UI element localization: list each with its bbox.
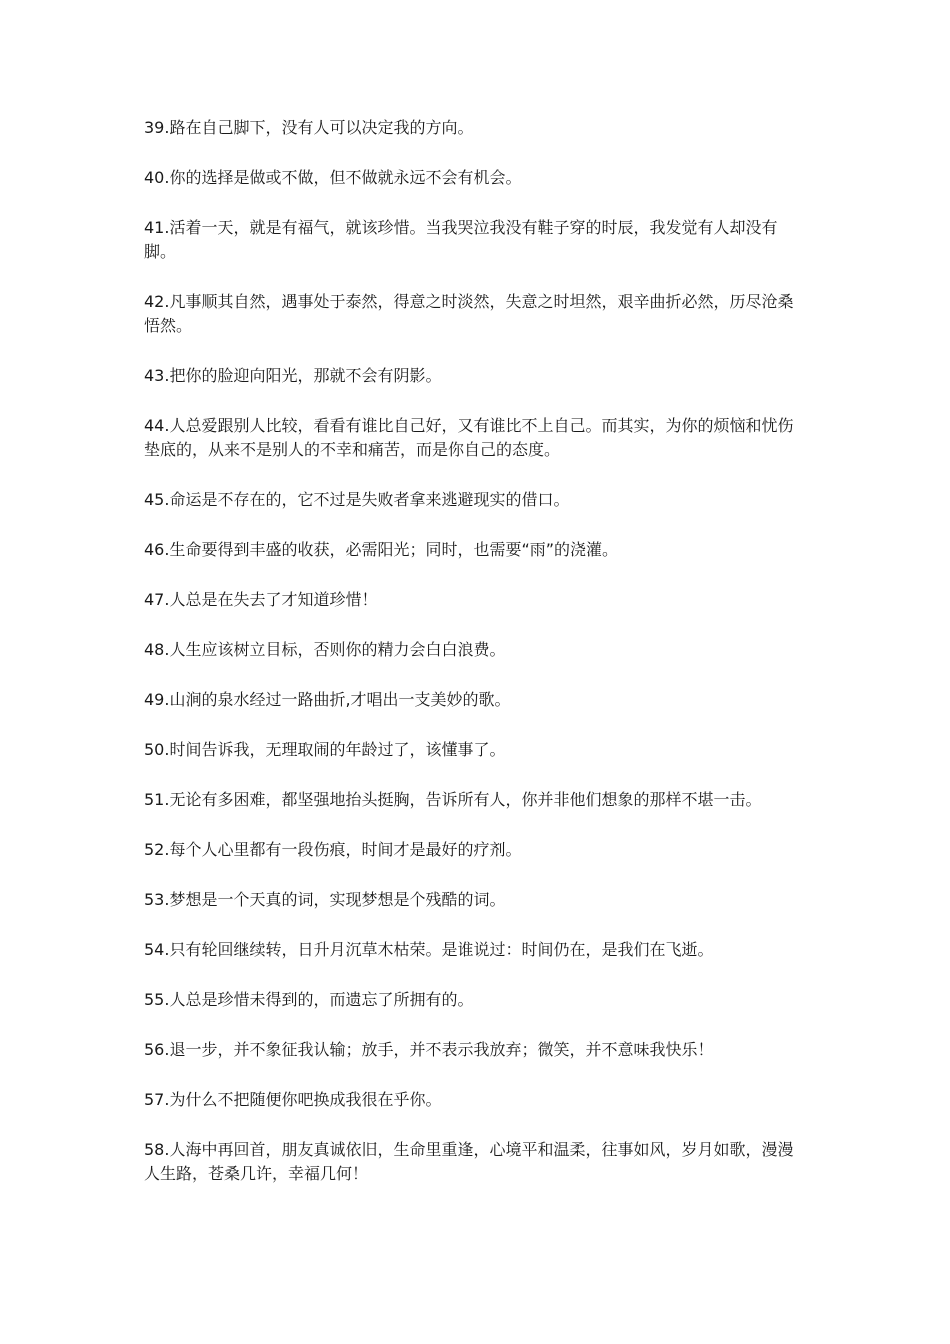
- quote-paragraph: 56.退一步，并不象征我认输；放手，并不表示我放弃；微笑，并不意味我快乐！: [144, 1040, 714, 1059]
- quote-paragraph: 53.梦想是一个天真的词，实现梦想是个残酷的词。: [144, 890, 506, 909]
- quote-paragraph: 42.凡事顺其自然，遇事处于泰然，得意之时淡然，失意之时坦然，艰辛曲折必然，历尽沧桑悟然。: [144, 292, 794, 335]
- quote-paragraph: 44.人总爱跟别人比较，看看有谁比自己好，又有谁比不上自己。而其实，为你的烦恼和忧伤垫底的，从来不是别人的不幸和痛苦，而是你自己的态度。: [144, 416, 794, 459]
- quote-paragraph: 40.你的选择是做或不做，但不做就永远不会有机会。: [144, 168, 522, 187]
- quote-list: [144, 116, 809, 1212]
- quote-paragraph: 49.山涧的泉水经过一路曲折,才唱出一支美妙的歌。: [144, 690, 511, 709]
- quote-paragraph: 45.命运是不存在的，它不过是失败者拿来逃避现实的借口。: [144, 490, 570, 509]
- quote-paragraph: 43.把你的脸迎向阳光，那就不会有阴影。: [144, 366, 442, 385]
- quote-paragraph: 55.人总是珍惜未得到的，而遗忘了所拥有的。: [144, 990, 474, 1009]
- quote-paragraph: 58.人海中再回首，朋友真诚依旧，生命里重逢，心境平和温柔，往事如风，岁月如歌，漫漫人生路，苍桑几许，幸福几何！: [144, 1140, 794, 1183]
- quote-paragraph: 41.活着一天，就是有福气，就该珍惜。当我哭泣我没有鞋子穿的时辰，我发觉有人却没有脚。: [144, 218, 778, 261]
- quote-paragraph: 39.路在自己脚下，没有人可以决定我的方向。: [144, 118, 474, 137]
- quote-paragraph: 48.人生应该树立目标，否则你的精力会白白浪费。: [144, 640, 506, 659]
- quote-paragraph: 47.人总是在失去了才知道珍惜！: [144, 590, 378, 609]
- quote-paragraph: 51.无论有多困难，都坚强地抬头挺胸，告诉所有人，你并非他们想象的那样不堪一击。: [144, 790, 762, 809]
- quote-paragraph: 57.为什么不把随便你吧换成我很在乎你。: [144, 1090, 442, 1109]
- quote-paragraph: 50.时间告诉我，无理取闹的年龄过了，该懂事了。: [144, 740, 506, 759]
- quote-paragraph: 54.只有轮回继续转，日升月沉草木枯荣。是谁说过：时间仍在，是我们在飞逝。: [144, 940, 714, 959]
- quote-paragraph: 52.每个人心里都有一段伤痕，时间才是最好的疗剂。: [144, 840, 522, 859]
- quote-paragraph: 46.生命要得到丰盛的收获，必需阳光；同时，也需要“雨”的浇灌。: [144, 540, 619, 559]
